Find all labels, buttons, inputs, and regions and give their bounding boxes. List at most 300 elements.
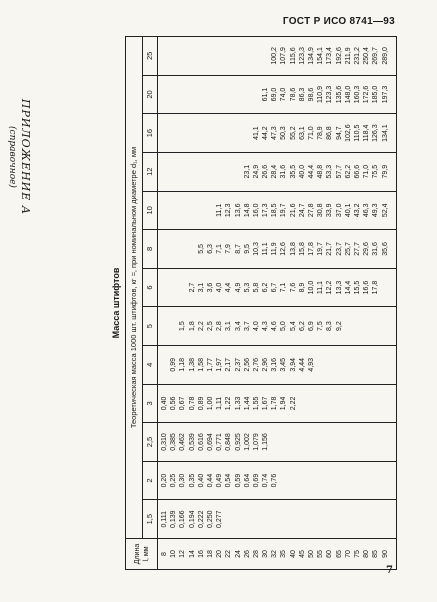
mass-cell — [215, 76, 224, 114]
mass-cell: 0,539 — [188, 433, 196, 451]
mass-cell: 75,5 — [372, 164, 380, 179]
mass-cell: 35,6 — [381, 242, 389, 256]
mass-cell — [160, 37, 169, 75]
mass-cell: 52,4 — [381, 203, 389, 218]
mass-column — [158, 37, 397, 76]
mass-cell: 192,6 — [335, 47, 343, 65]
mass-cell: 17,8 — [372, 280, 380, 295]
mass-cell: 1,079 — [252, 433, 260, 451]
mass-cell: 49,3 — [372, 203, 380, 218]
mass-cell — [353, 500, 362, 538]
mass-cell: 160,3 — [353, 85, 361, 104]
mass-cell: 11,9 — [271, 242, 279, 256]
mass-cell — [215, 114, 224, 152]
mass-cell: 21,6 — [289, 203, 297, 218]
length-values — [158, 539, 397, 570]
mass-cell — [169, 269, 178, 307]
mass-cell: 17,3 — [262, 203, 270, 218]
mass-cell: 7,6 — [289, 282, 297, 293]
mass-table — [125, 36, 397, 570]
mass-cell: 47,3 — [271, 126, 279, 140]
mass-cell: 23,7 — [335, 242, 343, 256]
mass-cell: 26,6 — [262, 164, 270, 179]
mass-cell — [234, 37, 243, 75]
mass-cell — [234, 153, 243, 191]
mass-cell: 3,1 — [197, 282, 205, 293]
mass-cell — [188, 230, 197, 268]
mass-cell — [197, 114, 206, 152]
length-cell: 32 — [271, 550, 279, 558]
mass-cell: 185,0 — [372, 85, 380, 104]
mass-cell — [178, 230, 187, 268]
length-cell: 14 — [188, 550, 196, 558]
mass-cell: 1,77 — [206, 357, 214, 372]
mass-cell: 7,5 — [317, 321, 325, 332]
mass-cell: 2,17 — [225, 357, 233, 372]
mass-cell: 19,7 — [280, 203, 288, 218]
mass-cell: 55,2 — [289, 126, 297, 140]
mass-cell — [178, 114, 187, 152]
mass-cell — [234, 500, 243, 538]
length-cell: 16 — [197, 550, 205, 558]
mass-cell: 0,848 — [225, 433, 233, 451]
mass-cell — [335, 500, 344, 538]
mass-cell — [279, 500, 288, 538]
mass-cell — [160, 230, 169, 268]
length-cell: 65 — [335, 550, 343, 558]
mass-cell — [307, 423, 316, 461]
mass-cell: 0,44 — [206, 473, 214, 488]
mass-cell — [362, 462, 371, 500]
page-number: 7 — [386, 565, 393, 576]
mass-cell: 14,8 — [243, 203, 251, 218]
length-cell: 10 — [170, 550, 178, 558]
mass-cell: 13,3 — [335, 280, 343, 295]
mass-cell — [169, 76, 178, 114]
mass-cell: 41,1 — [252, 126, 260, 140]
mass-cell — [243, 76, 252, 114]
mass-cell — [344, 462, 353, 500]
mass-cell: 44,2 — [262, 126, 270, 140]
mass-cell — [289, 500, 298, 538]
mass-cell: 0,56 — [170, 396, 178, 411]
mass-cell: 6,9 — [308, 321, 315, 332]
mass-cell: 37,0 — [335, 203, 343, 218]
mass-cell — [344, 385, 353, 423]
mass-cell: 28,4 — [271, 164, 279, 179]
mass-cell — [371, 385, 380, 423]
mass-cell: 31,6 — [372, 242, 380, 256]
mass-column — [158, 307, 397, 346]
mass-cell: 110,5 — [353, 124, 361, 142]
mass-cell: 0,40 — [161, 396, 168, 411]
mass-cell — [243, 114, 252, 152]
mass-cell — [224, 153, 233, 191]
diameter-header: 3 — [143, 384, 158, 423]
mass-cell — [353, 346, 362, 384]
mass-cell: 115,6 — [289, 47, 297, 65]
mass-cell: 4,0 — [216, 282, 224, 293]
mass-cell — [298, 423, 307, 461]
mass-cell: 6,2 — [298, 321, 306, 332]
mass-cell: 63,1 — [298, 126, 306, 140]
mass-cell: 74,0 — [280, 87, 288, 102]
mass-cell: 148,0 — [344, 85, 352, 104]
mass-column — [158, 461, 397, 500]
mass-cell: 0,89 — [197, 396, 205, 411]
length-cell: 75 — [353, 550, 361, 558]
length-cell: 45 — [298, 550, 306, 558]
mass-cell: 0,25 — [170, 473, 178, 488]
mass-cell — [169, 307, 178, 345]
mass-cell: 289,0 — [381, 47, 389, 65]
mass-cell: 11,1 — [262, 242, 270, 256]
mass-column — [158, 268, 397, 307]
diameter-header: 6 — [143, 268, 158, 307]
length-cell: 90 — [381, 550, 389, 558]
mass-cell — [188, 114, 197, 152]
mass-cell: 61,1 — [262, 87, 270, 102]
mass-column — [158, 500, 397, 539]
mass-cell: 2,7 — [188, 282, 196, 293]
mass-cell: 3,1 — [225, 321, 233, 332]
mass-cell: 1,8 — [188, 321, 196, 332]
mass-cell: 1,5 — [179, 321, 187, 332]
mass-cell: 1,44 — [243, 396, 251, 411]
mass-cell: 15,5 — [353, 280, 361, 295]
mass-cell: 66,6 — [353, 164, 361, 179]
mass-cell — [381, 500, 390, 538]
mass-cell — [325, 346, 334, 384]
diameter-header: 20 — [143, 75, 158, 114]
mass-cell — [197, 192, 206, 230]
mass-cell: 0,310 — [161, 433, 168, 451]
mass-cell: 1,58 — [197, 357, 205, 372]
mass-cell — [160, 114, 169, 152]
mass-cell — [178, 192, 187, 230]
mass-cell: 5,5 — [197, 244, 205, 254]
mass-cell: 0,67 — [179, 396, 187, 411]
mass-cell: 78,6 — [289, 87, 297, 102]
mass-cell: 0,49 — [216, 473, 224, 488]
diameter-header: 25 — [143, 37, 158, 76]
mass-cell — [381, 462, 390, 500]
mass-cell — [335, 423, 344, 461]
mass-cell: 0,250 — [206, 510, 214, 528]
mass-cell: 23,1 — [243, 164, 251, 179]
mass-cell: 1,002 — [243, 433, 251, 451]
mass-cell: 16,0 — [252, 203, 260, 218]
mass-cell: 8,3 — [326, 321, 334, 332]
mass-cell: 134,1 — [381, 124, 389, 142]
mass-cell: 0,64 — [243, 473, 251, 488]
mass-cell: 9,2 — [335, 321, 343, 332]
mass-cell — [178, 153, 187, 191]
mass-cell — [353, 307, 362, 345]
mass-cell: 0,69 — [252, 473, 260, 488]
mass-cell: 35,5 — [289, 164, 297, 179]
mass-cell: 86,8 — [326, 126, 334, 140]
mass-cell — [197, 76, 206, 114]
mass-cell: 8,9 — [298, 282, 306, 293]
mass-cell: 25,7 — [344, 242, 352, 256]
mass-cell — [206, 114, 215, 152]
mass-cell: 211,9 — [344, 47, 352, 65]
mass-cell — [215, 153, 224, 191]
mass-cell — [224, 76, 233, 114]
mass-cell: 40,1 — [344, 203, 352, 218]
mass-cell — [224, 500, 233, 538]
mass-cell — [206, 76, 215, 114]
mass-cell: 31,6 — [280, 164, 288, 179]
mass-cell: 19,7 — [317, 242, 325, 256]
mass-cell — [261, 37, 270, 75]
mass-cell: 2,22 — [289, 396, 297, 411]
mass-cell: 5,8 — [252, 282, 260, 293]
mass-cell — [197, 153, 206, 191]
mass-cell — [307, 500, 316, 538]
mass-cell: 0,30 — [179, 473, 187, 488]
mass-cell: 30,8 — [317, 203, 325, 218]
length-cell: 18 — [206, 550, 214, 558]
mass-cell: 0,194 — [188, 510, 196, 528]
mass-cell — [261, 500, 270, 538]
mass-cell — [316, 462, 325, 500]
diameter-header: 4 — [143, 345, 158, 384]
mass-cell — [307, 462, 316, 500]
mass-cell: 1,22 — [225, 396, 233, 411]
mass-cell — [325, 500, 334, 538]
mass-cell: 3,7 — [243, 321, 251, 332]
diameter-header: 1,5 — [143, 500, 158, 539]
mass-cell — [344, 500, 353, 538]
mass-column — [158, 114, 397, 153]
mass-cell: 4,0 — [252, 321, 260, 332]
mass-cell — [381, 346, 390, 384]
mass-cell: 12,6 — [280, 242, 288, 256]
mass-cell — [234, 114, 243, 152]
mass-cell — [252, 500, 261, 538]
mass-cell — [353, 423, 362, 461]
mass-cell: 15,8 — [298, 242, 306, 256]
mass-cell — [188, 37, 197, 75]
mass-cell: 1,78 — [271, 396, 279, 411]
mass-cell: 44,4 — [308, 164, 315, 179]
mass-cell: 0,111 — [161, 510, 168, 528]
mass-cell: 0,462 — [179, 433, 187, 451]
mass-cell: 0,74 — [262, 473, 270, 488]
mass-cell: 1,94 — [280, 396, 288, 411]
mass-cell: 7,1 — [216, 244, 224, 254]
mass-cell — [362, 500, 371, 538]
mass-column — [158, 191, 397, 230]
mass-cell — [169, 192, 178, 230]
mass-cell: 29,6 — [363, 242, 371, 256]
mass-cell: 102,6 — [344, 124, 352, 142]
length-cell: 40 — [289, 550, 297, 558]
mass-cell — [279, 462, 288, 500]
mass-cell: 98,6 — [308, 87, 315, 102]
mass-cell: 0,76 — [271, 473, 279, 488]
length-cell: 8 — [161, 552, 168, 556]
mass-column — [158, 75, 397, 114]
mass-cell: 0,694 — [206, 433, 214, 451]
mass-cell: 123,3 — [326, 85, 334, 104]
length-cell: 50 — [308, 550, 315, 558]
mass-cell: 0,222 — [197, 510, 205, 528]
mass-cell — [289, 423, 298, 461]
mass-cell: 100,2 — [271, 47, 279, 65]
mass-cell: 110,9 — [317, 86, 325, 103]
mass-cell — [298, 462, 307, 500]
mass-cell — [307, 385, 316, 423]
length-cell: 85 — [372, 550, 380, 558]
mass-cell — [178, 76, 187, 114]
mass-cell: 21,7 — [326, 242, 334, 256]
mass-cell: 5,3 — [243, 282, 251, 293]
mass-cell: 43,2 — [353, 203, 361, 218]
mass-cell — [353, 385, 362, 423]
mass-cell: 18,5 — [271, 203, 279, 218]
mass-cell — [335, 346, 344, 384]
mass-cell — [381, 385, 390, 423]
mass-cell: 0,385 — [170, 433, 178, 451]
mass-cell — [344, 423, 353, 461]
mass-cell: 13,6 — [234, 203, 242, 218]
mass-cell — [371, 346, 380, 384]
mass-cell: 1,55 — [252, 396, 260, 411]
mass-cell: 6,7 — [271, 282, 279, 293]
mass-cell: 24,9 — [252, 164, 260, 179]
mass-cell — [169, 37, 178, 75]
length-cell: 30 — [262, 550, 270, 558]
mass-cell — [160, 153, 169, 191]
mass-cell: 12,3 — [225, 203, 233, 218]
mass-cell: 0,35 — [188, 473, 196, 488]
mass-cell: 1,11 — [216, 396, 224, 410]
mass-cell — [381, 269, 390, 307]
mass-cell: 154,1 — [317, 47, 325, 65]
table-title: Масса штифтов — [111, 267, 121, 339]
mass-cell: 5,4 — [289, 321, 297, 332]
length-cell: 80 — [363, 550, 371, 558]
mass-cell — [325, 423, 334, 461]
mass-cell: 9,5 — [243, 244, 251, 254]
group-header: Теоретическая масса 1000 шт. штифтов, кг ≈, при номинальном диаметре d₁, мм — [126, 37, 143, 539]
mass-cell: 135,6 — [335, 85, 343, 104]
mass-cell: 173,4 — [326, 47, 334, 65]
mass-cell: 118,4 — [363, 124, 371, 142]
mass-cell: 0,99 — [170, 357, 178, 372]
mass-cell: 94,7 — [335, 126, 343, 140]
diameter-header: 5 — [143, 307, 158, 346]
mass-cell: 7,1 — [280, 282, 288, 293]
mass-cell — [206, 192, 215, 230]
mass-cell: 2,37 — [234, 357, 242, 372]
mass-cell — [252, 37, 261, 75]
mass-cell: 172,6 — [363, 85, 371, 104]
mass-cell: 0,925 — [234, 433, 242, 451]
mass-cell: 46,3 — [363, 203, 371, 218]
mass-cell: 14,4 — [344, 280, 352, 295]
mass-cell: 78,9 — [317, 126, 325, 140]
mass-cell — [169, 114, 178, 152]
table-body-row — [158, 37, 397, 570]
mass-cell: 2,96 — [262, 357, 270, 372]
mass-cell: 0,59 — [234, 473, 242, 488]
diameter-header-row — [143, 37, 158, 570]
mass-cell — [316, 385, 325, 423]
mass-cell — [197, 37, 206, 75]
mass-cell: 5,0 — [280, 321, 288, 332]
mass-cell: 134,9 — [308, 47, 315, 65]
mass-cell: 79,9 — [381, 164, 389, 179]
mass-cell — [371, 307, 380, 345]
mass-cell — [243, 500, 252, 538]
mass-cell: 6,2 — [262, 282, 270, 293]
mass-cell: 197,3 — [381, 85, 389, 104]
mass-cell: 10,3 — [252, 242, 260, 256]
mass-cell: 3,45 — [280, 357, 288, 372]
mass-cell — [252, 76, 261, 114]
mass-cell: 10,0 — [308, 280, 315, 295]
mass-cell — [316, 500, 325, 538]
mass-cell — [325, 462, 334, 500]
mass-cell: 50,3 — [280, 126, 288, 140]
mass-cell — [160, 269, 169, 307]
appendix-title: ПРИЛОЖЕНИЕ А — [19, 98, 32, 216]
mass-cell: 3,6 — [206, 282, 214, 293]
mass-cell — [325, 385, 334, 423]
mass-cell — [335, 385, 344, 423]
mass-cell — [160, 346, 169, 384]
mass-cell: 11,1 — [317, 280, 325, 295]
mass-cell: 11,1 — [216, 203, 224, 217]
mass-cell — [169, 230, 178, 268]
mass-cell: 2,76 — [252, 357, 260, 372]
length-cell: 26 — [243, 550, 251, 558]
mass-cell: 24,7 — [298, 203, 306, 218]
mass-cell — [371, 500, 380, 538]
mass-cell: 33,9 — [326, 203, 334, 218]
mass-cell: 2,8 — [216, 321, 224, 332]
mass-cell — [160, 192, 169, 230]
mass-cell — [188, 192, 197, 230]
mass-column — [158, 384, 397, 423]
mass-cell: 1,18 — [179, 357, 187, 372]
mass-cell: 0,139 — [170, 510, 178, 528]
mass-cell — [206, 153, 215, 191]
mass-cell: 71,0 — [308, 126, 315, 140]
mass-cell: 8,7 — [234, 244, 242, 254]
diameter-header: 2 — [143, 461, 158, 500]
mass-cell: 2,2 — [197, 321, 205, 332]
mass-column — [158, 230, 397, 269]
mass-cell — [362, 307, 371, 345]
mass-cell — [224, 37, 233, 75]
mass-cell — [381, 307, 390, 345]
mass-cell — [234, 76, 243, 114]
length-cell: 35 — [280, 550, 288, 558]
mass-cell — [289, 462, 298, 500]
mass-cell: 7,9 — [225, 244, 233, 254]
mass-cell: 17,8 — [308, 242, 315, 256]
mass-cell: 231,2 — [353, 47, 361, 65]
mass-cell: 57,7 — [335, 164, 343, 179]
length-cell: 22 — [225, 550, 233, 558]
mass-cell: 4,4 — [225, 282, 233, 293]
page-header: ГОСТ Р ИСО 8741—93 — [282, 16, 395, 27]
